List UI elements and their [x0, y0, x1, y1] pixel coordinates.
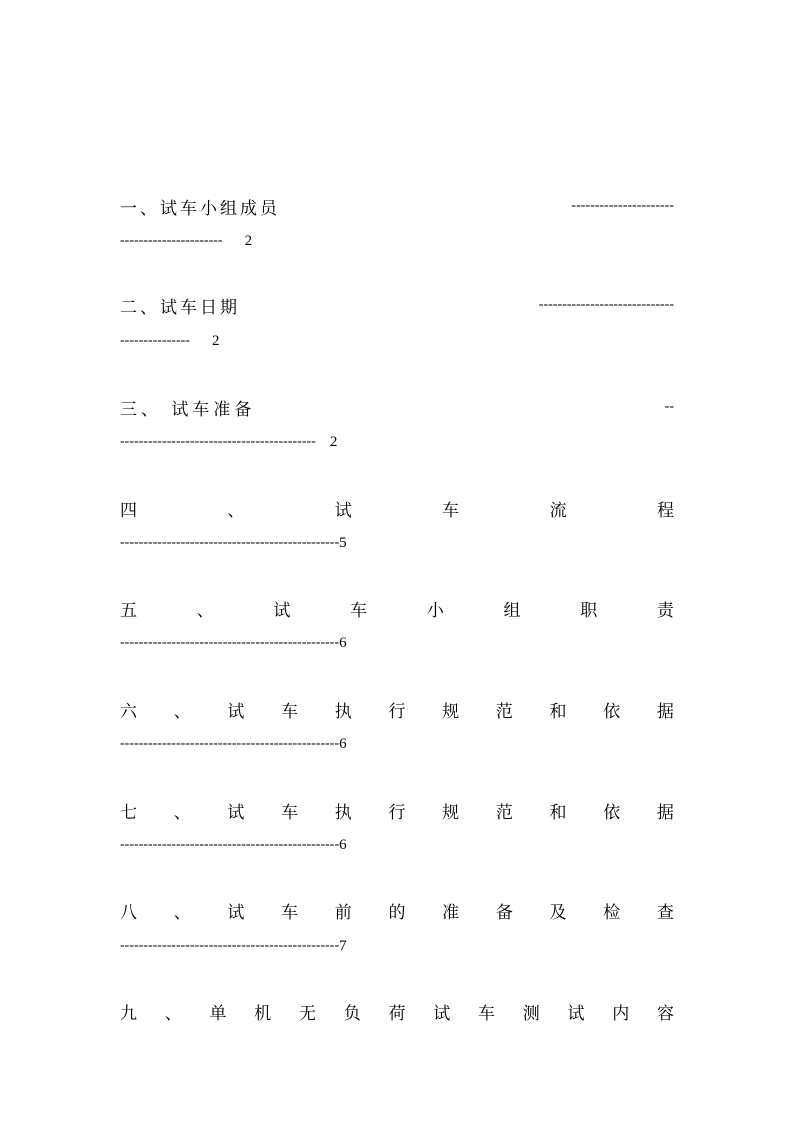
table-of-contents [120, 0, 674, 1123]
toc-entry-3-title: 三、 试车准备 [120, 399, 256, 420]
toc-entry-4-page: 5 [339, 534, 347, 551]
toc-entry-8-char: 查 [656, 902, 674, 923]
toc-entry-4-char: 车 [442, 500, 460, 521]
toc-entry-7-char: 车 [281, 802, 299, 823]
toc-entry-8-page: 7 [339, 937, 347, 954]
toc-entry-7-char: 规 [442, 802, 460, 823]
toc-entry-6-char: 和 [549, 701, 567, 722]
toc-entry-4-line1 [120, 493, 674, 523]
toc-entry-2-page: 2 [211, 332, 220, 349]
toc-entry-9-char: 九 [120, 1003, 137, 1024]
toc-entry-2-leader-cont: --------------- [120, 333, 190, 348]
toc-entry-5-char: 、 [196, 600, 214, 621]
toc-entry-8-char: 备 [495, 902, 513, 923]
toc-entry-4-char: 程 [656, 500, 674, 521]
toc-entry-5-char: 责 [656, 600, 674, 621]
toc-entry-5-char: 车 [350, 600, 368, 621]
toc-entry-5-char: 职 [580, 600, 598, 621]
toc-entry-8-char: 及 [549, 902, 567, 923]
toc-entry-1-leader: ---------------------- [571, 198, 674, 213]
toc-entry-6-char: 范 [495, 701, 513, 722]
toc-entry-8-char: 车 [281, 902, 299, 923]
toc-entry-8-char: 检 [603, 902, 621, 923]
toc-entry-2-line1 [120, 290, 674, 320]
toc-entry-9-char: 容 [657, 1003, 674, 1024]
toc-entry-7-char: 和 [549, 802, 567, 823]
toc-entry-7-line2 [120, 830, 674, 860]
toc-entry-3-page: 2 [329, 433, 338, 450]
toc-entry-6-char: 试 [227, 701, 245, 722]
toc-entry-9-char: 单 [209, 1003, 227, 1024]
toc-entry-4-leader: ----------------------------------------------- [120, 535, 340, 550]
toc-entry-9-char: 试 [433, 1003, 451, 1024]
toc-entry-6-char: 、 [173, 701, 191, 722]
toc-entry-7-char: 、 [173, 802, 191, 823]
toc-entry-6-char: 执 [334, 701, 352, 722]
toc-entry-6-char: 车 [281, 701, 299, 722]
toc-entry-9-char: 无 [299, 1003, 316, 1024]
toc-entry-2-title: 二、试车日期 [120, 297, 240, 318]
toc-entry-9-char: 车 [478, 1003, 495, 1024]
toc-entry-7-page: 6 [339, 836, 347, 853]
toc-entry-6-char: 据 [656, 701, 674, 722]
toc-entry-8-char: 、 [173, 902, 191, 923]
toc-entry-8-char: 八 [120, 902, 137, 923]
toc-entry-4-char: 四 [120, 500, 137, 521]
toc-entry-6-char: 六 [120, 701, 137, 722]
toc-entry-8-line2 [120, 931, 674, 961]
toc-entry-5-char: 小 [426, 600, 444, 621]
toc-entry-9-char: 荷 [388, 1003, 406, 1024]
toc-entry-3-line2 [120, 427, 674, 457]
toc-entry-6-char: 依 [603, 701, 621, 722]
toc-entry-1-line1 [120, 191, 674, 221]
toc-entry-4-char: 试 [334, 500, 352, 521]
toc-entry-3-leader: -- [664, 399, 674, 414]
toc-entry-9-char: 内 [612, 1003, 630, 1024]
toc-entry-7-char: 据 [656, 802, 674, 823]
toc-entry-3-line1 [120, 392, 674, 422]
toc-entry-1-leader-cont: ---------------------- [120, 233, 223, 248]
toc-entry-2-leader: ----------------------------- [538, 297, 674, 312]
toc-entry-7-char: 七 [120, 802, 137, 823]
toc-entry-8-char: 准 [442, 902, 460, 923]
toc-entry-3-leader-cont: ------------------------------------------ [120, 434, 316, 449]
toc-entry-5-page: 6 [339, 634, 347, 651]
toc-entry-7-leader: ----------------------------------------------- [120, 837, 340, 852]
toc-entry-8-line1 [120, 895, 674, 925]
toc-entry-7-char: 依 [603, 802, 621, 823]
toc-entry-9-char: 测 [522, 1003, 540, 1024]
toc-entry-5-char: 五 [120, 600, 137, 621]
toc-entry-9-char: 试 [567, 1003, 585, 1024]
toc-entry-5-leader: ----------------------------------------------- [120, 635, 340, 650]
toc-entry-7-char: 行 [388, 802, 406, 823]
toc-entry-5-char: 组 [503, 600, 521, 621]
toc-entry-8-leader: ----------------------------------------------- [120, 938, 340, 953]
toc-entry-8-char: 前 [334, 902, 352, 923]
toc-entry-5-line1 [120, 593, 674, 623]
toc-entry-6-line1 [120, 694, 674, 724]
toc-entry-9-char: 负 [343, 1003, 361, 1024]
toc-entry-7-char: 试 [227, 802, 245, 823]
toc-entry-1-title: 一、试车小组成员 [120, 198, 280, 219]
toc-entry-4-char: 流 [549, 500, 567, 521]
toc-entry-6-page: 6 [339, 735, 347, 752]
toc-entry-7-line1 [120, 795, 674, 825]
toc-entry-9-char: 机 [254, 1003, 272, 1024]
toc-entry-7-char: 范 [495, 802, 513, 823]
toc-entry-8-char: 试 [227, 902, 245, 923]
toc-entry-2-line2 [120, 326, 674, 356]
toc-entry-5-line2 [120, 628, 674, 658]
toc-entry-8-char: 的 [388, 902, 406, 923]
toc-entry-6-line2 [120, 729, 674, 759]
toc-entry-1-line2 [120, 226, 674, 256]
toc-entry-7-char: 执 [334, 802, 352, 823]
toc-entry-4-char: 、 [227, 500, 245, 521]
toc-entry-9-line1 [120, 996, 674, 1026]
toc-entry-5-char: 试 [273, 600, 291, 621]
toc-entry-6-char: 行 [388, 701, 406, 722]
toc-entry-6-char: 规 [442, 701, 460, 722]
toc-entry-4-line2 [120, 528, 674, 558]
toc-entry-1-page: 2 [244, 232, 253, 249]
toc-entry-6-leader: ----------------------------------------------- [120, 736, 340, 751]
toc-entry-9-char: 、 [164, 1003, 182, 1024]
